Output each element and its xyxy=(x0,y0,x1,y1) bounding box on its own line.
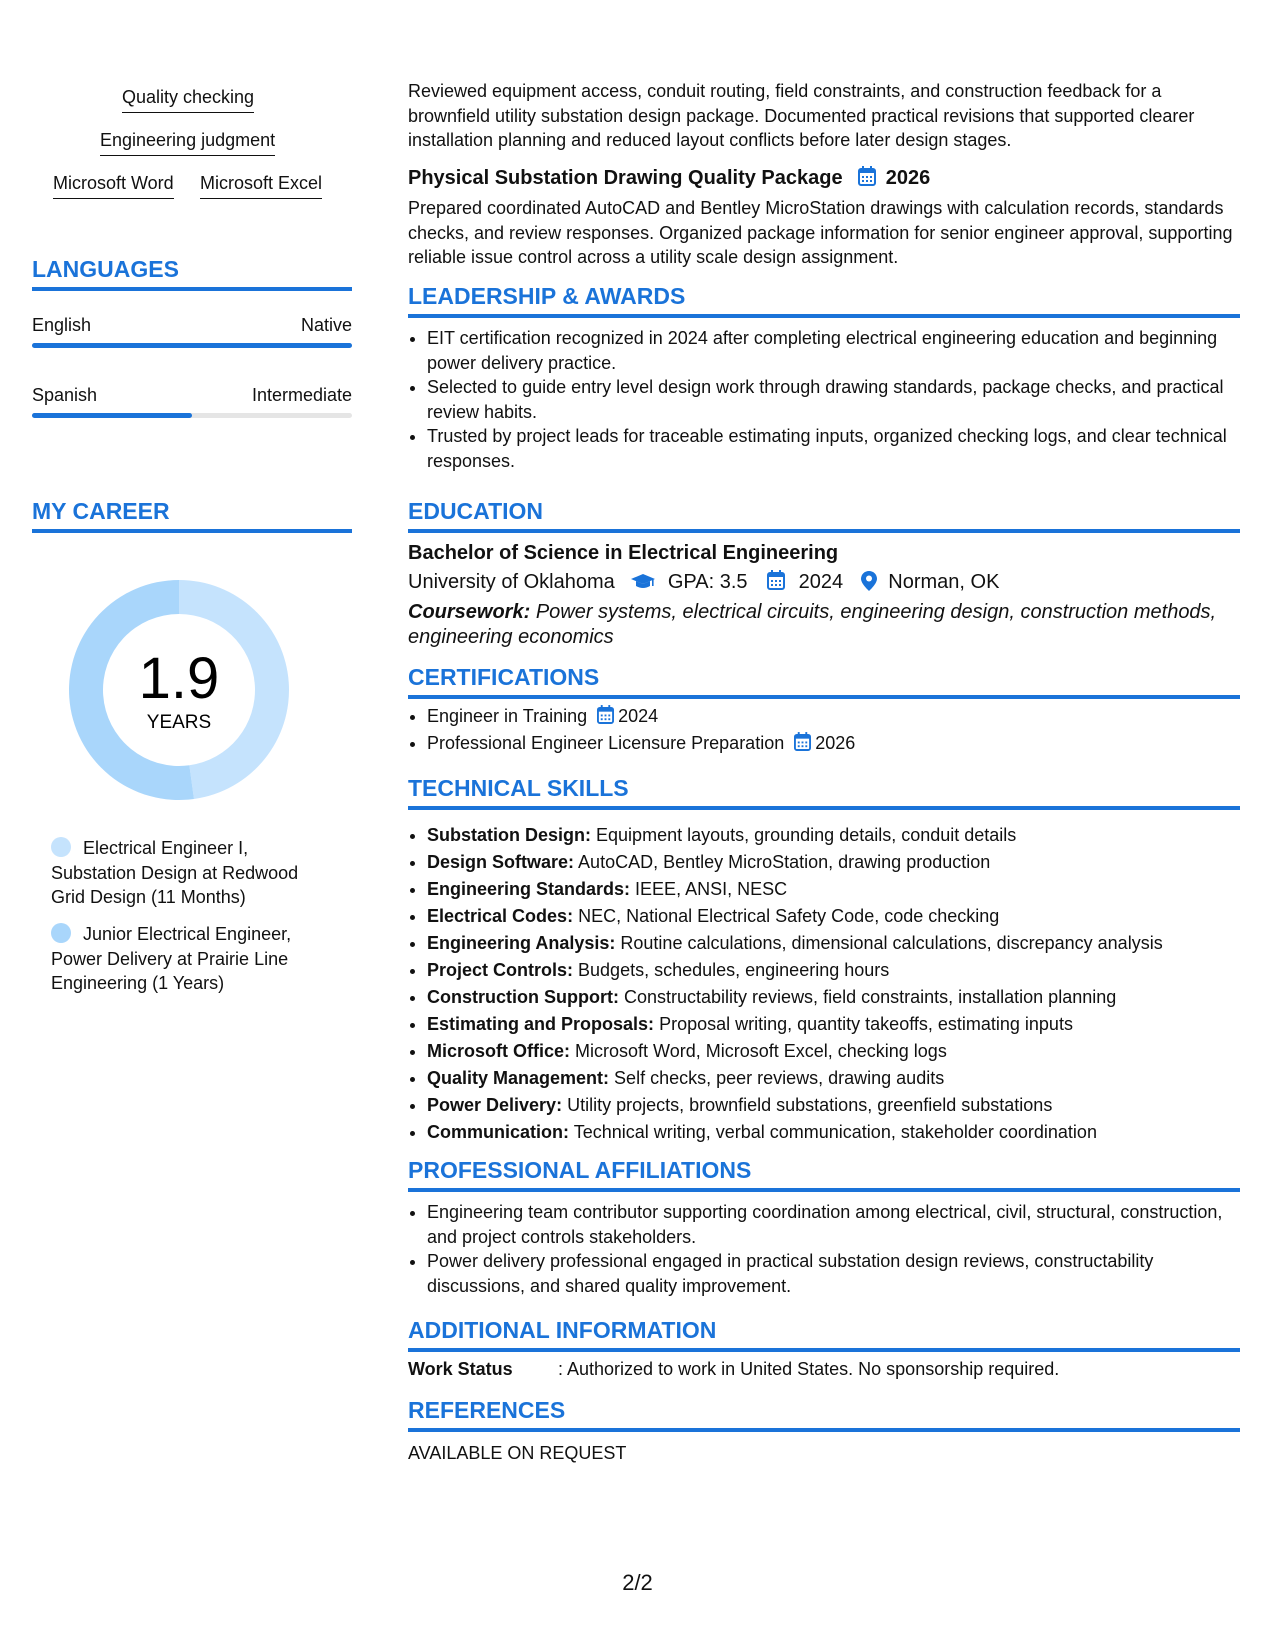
skill-value: Utility projects, brownfield substations, greenfield substations xyxy=(567,1095,1053,1115)
skill-item xyxy=(427,822,1239,849)
list-item: • Selected to guide entry level design work through drawing standards, package checks, and practical review habits. xyxy=(427,375,1239,424)
skill-item xyxy=(427,1092,1239,1119)
skill-value: Routine calculations, dimensional calculations, discrepancy analysis xyxy=(620,933,1163,953)
legend-dot xyxy=(51,837,71,857)
skill-item xyxy=(427,1065,1239,1092)
certifications-list xyxy=(408,703,1239,757)
calendar-icon xyxy=(858,166,876,186)
skill-item xyxy=(427,849,1239,876)
skill-label: Electrical Codes: xyxy=(427,906,574,926)
career-legend-item xyxy=(51,836,321,910)
graduation-cap-icon xyxy=(630,573,656,591)
affiliations-heading: PROFESSIONAL AFFILIATIONS xyxy=(408,1157,1240,1192)
work-status-label: Work Status xyxy=(408,1359,513,1379)
project-name: Physical Substation Drawing Quality Package xyxy=(408,167,843,189)
skill-label: Construction Support: xyxy=(427,987,619,1007)
calendar-icon xyxy=(597,705,614,724)
career-legend-label: Electrical Engineer I, Substation Design at Redwood Grid Design (11 Months) xyxy=(51,838,299,907)
certification-name: Engineer in Training xyxy=(427,706,588,726)
language-bar-fill xyxy=(32,343,352,348)
degree-title: Bachelor of Science in Electrical Engineering xyxy=(408,542,839,564)
location-pin-icon xyxy=(861,571,877,591)
calendar-icon xyxy=(794,732,811,751)
skill-item xyxy=(427,1011,1239,1038)
certification-year: 2024 xyxy=(618,706,659,726)
references-text: AVAILABLE ON REQUEST xyxy=(408,1443,627,1463)
skill-label: Quality Management: xyxy=(427,1068,610,1088)
certification-item xyxy=(427,730,1239,757)
list-item: • EIT certification recognized in 2024 after completing electrical engineering education and beginning power delivery practice. xyxy=(427,326,1239,375)
skill-label: Estimating and Proposals: xyxy=(427,1014,655,1034)
language-bar-fill xyxy=(32,413,192,418)
language-name: Spanish xyxy=(32,385,98,405)
languages-heading: LANGUAGES xyxy=(32,256,352,291)
certifications-heading: CERTIFICATIONS xyxy=(408,664,1240,699)
references-heading: REFERENCES xyxy=(408,1397,1240,1432)
skill-label: Communication: xyxy=(427,1122,569,1142)
language-bar xyxy=(32,343,352,348)
calendar-icon xyxy=(767,570,785,590)
affiliations-list xyxy=(408,1200,1239,1298)
career-legend-label: Junior Electrical Engineer, Power Delivery at Prairie Line Engineering (1 Years) xyxy=(51,924,292,993)
skill-item xyxy=(427,957,1239,984)
skill-value: Equipment layouts, grounding details, conduit details xyxy=(596,825,1017,845)
work-status-value: : Authorized to work in United States. No sponsorship required. xyxy=(558,1359,1060,1379)
language-level: Native xyxy=(300,315,352,335)
career-legend-item xyxy=(51,922,321,996)
certification-year: 2026 xyxy=(815,733,856,753)
skill-value: IEEE, ANSI, NESC xyxy=(635,879,788,899)
education-details xyxy=(408,570,999,594)
skill-value: Microsoft Word, Microsoft Excel, checking logs xyxy=(575,1041,947,1061)
leadership-list xyxy=(408,326,1239,473)
gpa: GPA: 3.5 xyxy=(667,571,748,593)
graduation-year: 2024 xyxy=(798,571,844,593)
skill-item xyxy=(427,1038,1239,1065)
career-heading: MY CAREER xyxy=(32,498,352,533)
skill-tag: Quality checking xyxy=(122,86,254,113)
skill-value: Budgets, schedules, engineering hours xyxy=(578,960,890,980)
skill-value: AutoCAD, Bentley MicroStation, drawing production xyxy=(578,852,991,872)
project-year: 2026 xyxy=(885,167,931,189)
skill-item xyxy=(427,930,1239,957)
skill-label: Engineering Analysis: xyxy=(427,933,616,953)
page-number: 2/2 xyxy=(622,1570,653,1595)
leadership-heading: LEADERSHIP & AWARDS xyxy=(408,283,1240,318)
skill-item xyxy=(427,903,1239,930)
language-level: Intermediate xyxy=(251,385,352,405)
skill-item xyxy=(427,1119,1239,1146)
skill-item xyxy=(427,876,1239,903)
skill-value: Constructability reviews, field constraints, installation planning xyxy=(624,987,1117,1007)
coursework-label: Coursework: xyxy=(408,601,531,623)
career-years-label: YEARS xyxy=(146,712,212,733)
skill-label: Microsoft Office: xyxy=(427,1041,571,1061)
language-bar xyxy=(32,413,352,418)
skill-tag: Engineering judgment xyxy=(100,129,275,156)
education-heading: EDUCATION xyxy=(408,498,1240,533)
career-total-years: 1.9 xyxy=(138,646,220,711)
coursework-list: Power systems, electrical circuits, engineering design, construction methods, engineering economics xyxy=(408,601,1217,648)
school-location: Norman, OK xyxy=(888,571,1000,593)
skill-label: Project Controls: xyxy=(427,960,574,980)
list-item: • Power delivery professional engaged in practical substation design reviews, constructability discussions, and shared quality improvement. xyxy=(427,1249,1239,1298)
skill-value: Self checks, peer reviews, drawing audits xyxy=(614,1068,945,1088)
skill-value: NEC, National Electrical Safety Code, code checking xyxy=(578,906,1000,926)
skill-item xyxy=(427,984,1239,1011)
skill-label: Substation Design: xyxy=(427,825,592,845)
legend-dot xyxy=(51,923,71,943)
skill-label: Engineering Standards: xyxy=(427,879,631,899)
additional-info-heading: ADDITIONAL INFORMATION xyxy=(408,1317,1240,1352)
project-paragraph: Prepared coordinated AutoCAD and Bentley MicroStation drawings with calculation records, standards checks, and review responses. Organized package information for senior engineer approval, supporting reliable issue control across a utility scale design assignment. xyxy=(408,198,1233,267)
skill-tag: Microsoft Excel xyxy=(200,172,322,199)
list-item: • Engineering team contributor supporting coordination among electrical, civil, structural, construction, and project controls stakeholders. xyxy=(427,1200,1239,1249)
skill-value: Technical writing, verbal communication, stakeholder coordination xyxy=(573,1122,1097,1142)
language-name: English xyxy=(32,315,92,335)
certification-item xyxy=(427,703,1239,730)
technical-skills-list xyxy=(408,822,1239,1146)
work-status-row xyxy=(408,1357,1059,1381)
skill-label: Power Delivery: xyxy=(427,1095,563,1115)
experience-paragraph: Reviewed equipment access, conduit routing, field constraints, and construction feedback for a brownfield utility substation design package. Documented practical revisions that supported clearer installation planning and reduced layout conflicts before later design stages. xyxy=(408,81,1195,150)
project-title xyxy=(408,166,930,190)
skill-label: Design Software: xyxy=(427,852,575,872)
list-item: • Trusted by project leads for traceable estimating inputs, organized checking logs, and clear technical responses. xyxy=(427,424,1239,473)
technical-skills-heading: TECHNICAL SKILLS xyxy=(408,775,1240,810)
skill-tag: Microsoft Word xyxy=(53,172,174,199)
skill-value: Proposal writing, quantity takeoffs, estimating inputs xyxy=(659,1014,1073,1034)
school-name: University of Oklahoma xyxy=(408,571,615,593)
certification-name: Professional Engineer Licensure Preparation xyxy=(427,733,785,753)
coursework xyxy=(408,600,1240,649)
